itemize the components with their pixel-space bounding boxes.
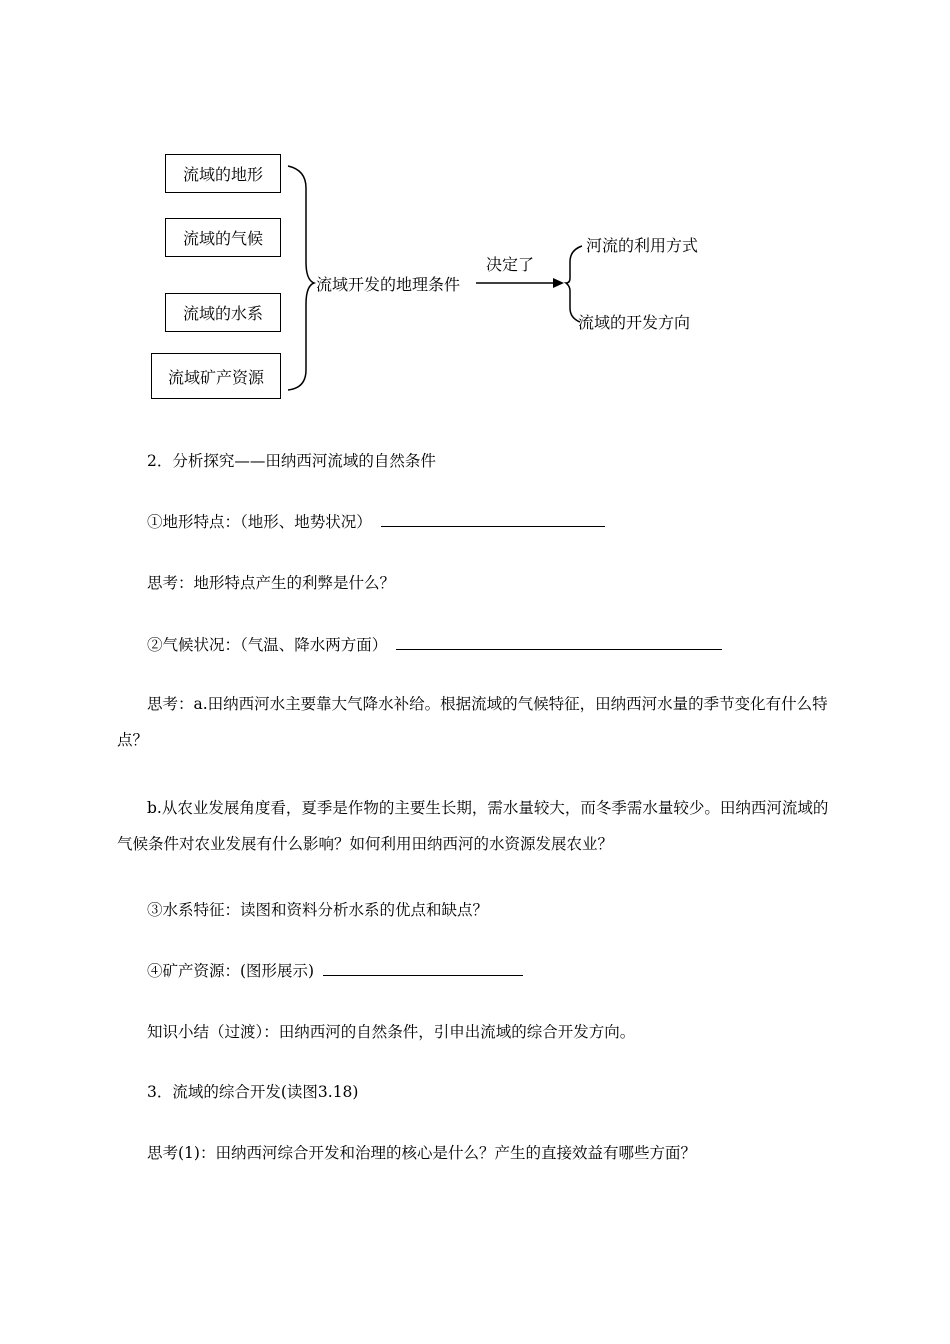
section3-think	[147, 1135, 867, 1171]
terrain-answer-blank	[381, 512, 605, 527]
climate-think-b: b.从农业发展角度看，夏季是作物的主要生长期，需水量较大，而冬季需水量较少。田纳西河流域的气候条件对农业发展有什么影响？如何利用田纳西河的水资源发展农业？	[117, 799, 829, 853]
terrain-item-text: ①地形特点：（地形、地势状况）	[147, 513, 372, 531]
summary	[147, 1014, 867, 1050]
section2-heading-text: 2．分析探究——田纳西河流域的自然条件	[147, 452, 436, 470]
box-climate-label: 流域的气候	[182, 229, 263, 248]
terrain-think-text: 思考：地形特点产生的利弊是什么？	[147, 574, 396, 592]
concept-diagram	[0, 0, 950, 420]
terrain-think	[147, 565, 867, 601]
climate-item-text: ②气候状况：（气温、降水两方面）	[147, 636, 388, 654]
minerals-item	[147, 953, 867, 989]
section3-heading-text: 3．流域的综合开发(读图3.18)	[147, 1083, 359, 1101]
box-water-system-label: 流域的水系	[182, 304, 263, 323]
climate-think-a: 思考：a.田纳西河水主要靠大气降水补给。根据流域的气候特征，田纳西河水量的季节变化有什么特点？	[117, 695, 828, 749]
climate-answer-blank	[396, 635, 722, 650]
minerals-answer-blank	[323, 961, 523, 976]
terrain-item	[147, 504, 867, 540]
center-label: 流域开发的地理条件	[316, 275, 461, 294]
summary-text: 知识小结（过渡）：田纳西河的自然条件，引申出流域的综合开发方向。	[147, 1023, 636, 1041]
box-terrain-label: 流域的地形	[182, 165, 263, 184]
outcome-direction: 流域的开发方向	[578, 313, 691, 332]
box-minerals-label: 流域矿产资源	[167, 367, 264, 387]
water-system-item	[147, 892, 867, 928]
arrow-label: 决定了	[486, 255, 535, 274]
section3-think-text: 思考(1)：田纳西河综合开发和治理的核心是什么？产生的直接效益有哪些方面？	[147, 1144, 696, 1162]
diagram-connectors	[0, 0, 950, 420]
water-system-item-text: ③水系特征：读图和资料分析水系的优点和缺点？	[147, 901, 489, 919]
left-brace	[288, 166, 314, 390]
section2-heading	[147, 443, 867, 479]
arrow-head	[553, 278, 564, 288]
section3-heading	[147, 1074, 867, 1110]
climate-item	[147, 627, 867, 663]
outcome-usage: 河流的利用方式	[586, 236, 699, 255]
minerals-item-text: ④矿产资源：(图形展示)	[147, 962, 315, 980]
